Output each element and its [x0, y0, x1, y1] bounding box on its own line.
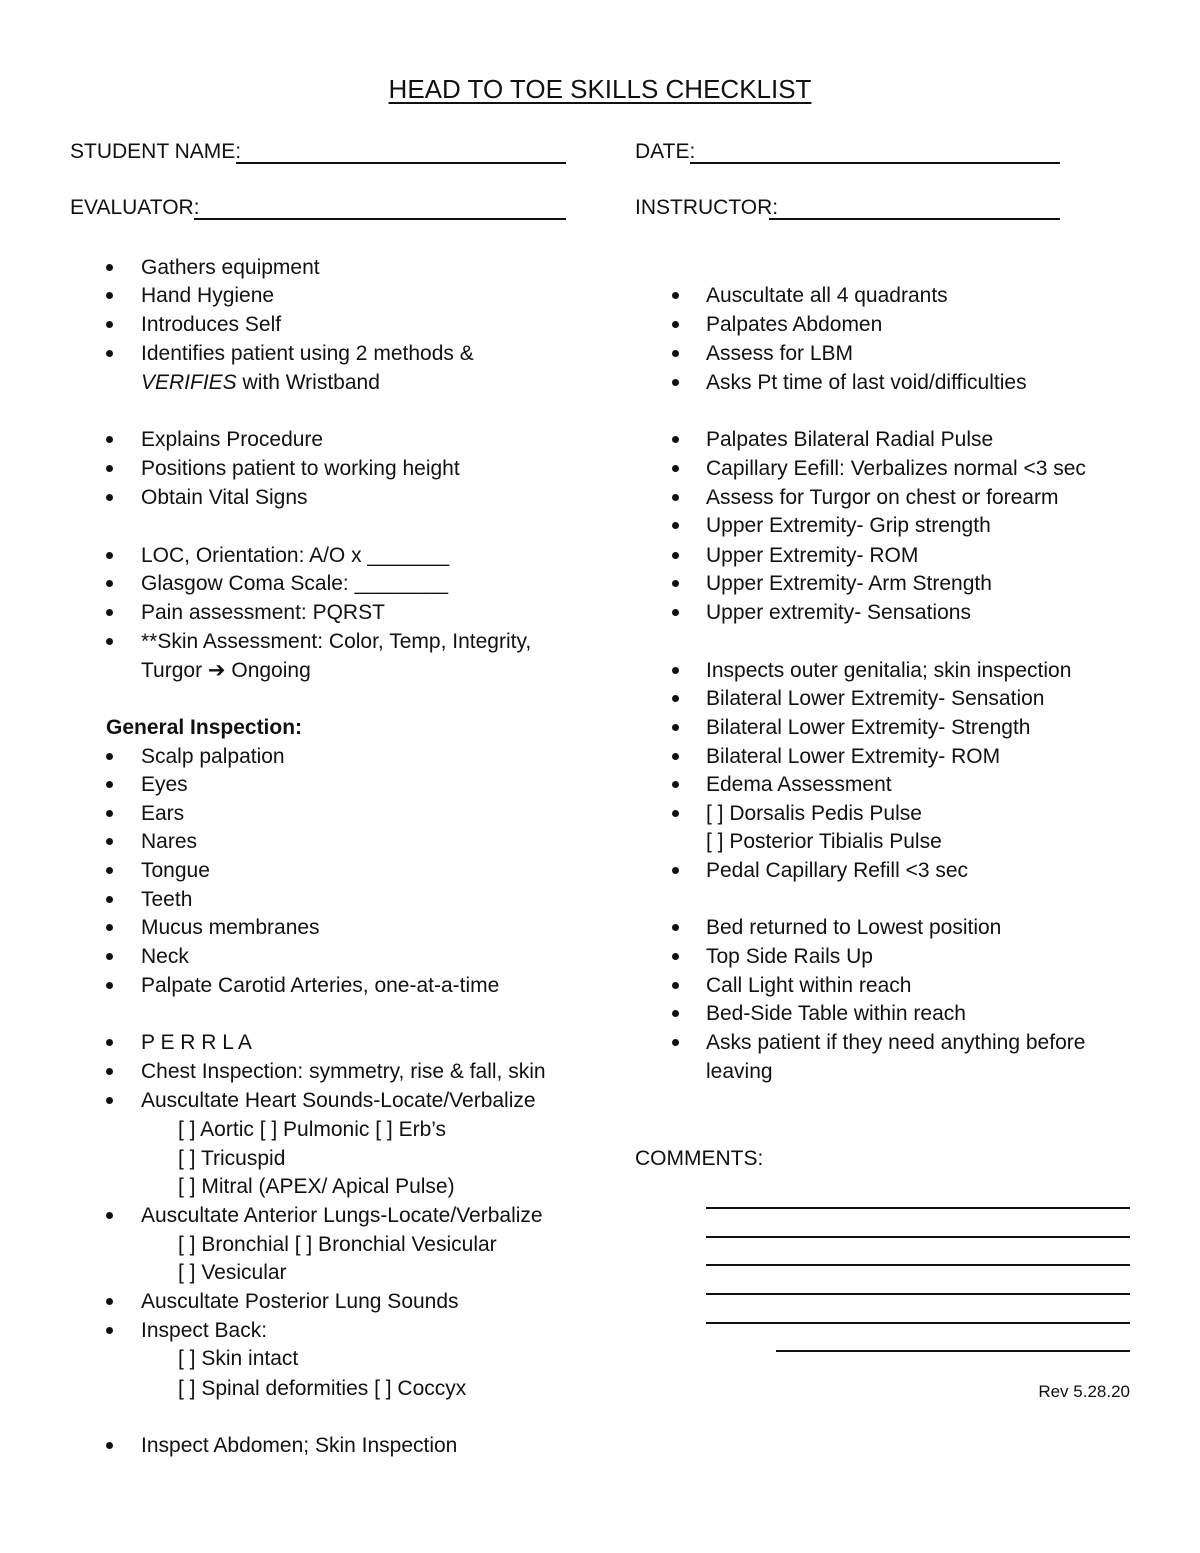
bullet — [672, 1010, 679, 1017]
bullet — [106, 810, 113, 817]
checklist-item: Upper Extremity- Grip strength — [706, 514, 991, 537]
bullet — [672, 924, 679, 931]
lung-sound-checkboxes[interactable]: [ ] Vesicular — [178, 1261, 287, 1284]
checklist-item: Palpates Abdomen — [706, 313, 883, 336]
date-line — [690, 162, 1060, 164]
bullet — [106, 465, 113, 472]
bullet — [106, 1298, 113, 1305]
checklist-item: Bilateral Lower Extremity- Strength — [706, 716, 1031, 739]
bullet — [672, 465, 679, 472]
student-name-label: STUDENT NAME: — [70, 140, 242, 163]
checklist-item: Edema Assessment — [706, 773, 892, 796]
heart-sound-checkboxes[interactable]: [ ] Mitral (APEX/ Apical Pulse) — [178, 1175, 455, 1198]
right-arrow-icon: ➔ — [207, 659, 226, 682]
checklist-item: Glasgow Coma Scale: ________ — [141, 572, 449, 595]
checklist-item: Auscultate Posterior Lung Sounds — [141, 1290, 459, 1313]
evaluator-field[interactable] — [70, 196, 566, 226]
verifies-emphasis: VERIFIES — [141, 371, 237, 394]
checklist-item: Assess for Turgor on chest or forearm — [706, 486, 1059, 509]
checklist-item: Auscultate Heart Sounds-Locate/Verbalize — [141, 1089, 536, 1112]
bullet — [106, 638, 113, 645]
bullet — [672, 667, 679, 674]
bullet — [672, 953, 679, 960]
checklist-item: Introduces Self — [141, 313, 282, 336]
bullet — [672, 753, 679, 760]
bullet — [672, 494, 679, 501]
bullet — [672, 552, 679, 559]
bullet — [106, 1068, 113, 1075]
bullet — [106, 896, 113, 903]
checklist-item: Explains Procedure — [141, 428, 324, 451]
checklist-item: Assess for LBM — [706, 342, 854, 365]
checklist-item: Neck — [141, 945, 189, 968]
bullet — [106, 1097, 113, 1104]
date-label: DATE: — [635, 140, 696, 163]
checklist-item: Call Light within reach — [706, 974, 912, 997]
back-inspection-checkboxes[interactable]: [ ] Skin intact — [178, 1347, 299, 1370]
checklist-item: Nares — [141, 830, 198, 853]
checklist-item: Upper Extremity- Arm Strength — [706, 572, 992, 595]
bullet — [106, 867, 113, 874]
bullet — [106, 1442, 113, 1449]
bullet — [106, 436, 113, 443]
bullet — [672, 292, 679, 299]
bullet — [672, 379, 679, 386]
checklist-item: P E R R L A — [141, 1031, 252, 1054]
ongoing-text: Ongoing — [225, 659, 311, 682]
checklist-item: Positions patient to working height — [141, 457, 460, 480]
bullet — [672, 867, 679, 874]
heart-sound-checkboxes[interactable]: [ ] Tricuspid — [178, 1147, 286, 1170]
turgor-text: Turgor — [141, 659, 208, 682]
bullet — [672, 724, 679, 731]
checklist-item: Tongue — [141, 859, 210, 882]
checklist-item: Asks patient if they need anything before — [706, 1031, 1086, 1054]
student-name-line — [236, 162, 566, 164]
bullet — [106, 982, 113, 989]
bullet — [672, 522, 679, 529]
comment-line[interactable] — [706, 1293, 1130, 1295]
bullet — [106, 580, 113, 587]
checklist-item-continued — [141, 368, 380, 397]
checklist-item-continued: leaving — [706, 1060, 773, 1083]
checklist-item: Pedal Capillary Refill <3 sec — [706, 859, 969, 882]
comment-line[interactable] — [706, 1236, 1130, 1238]
instructor-field[interactable] — [635, 196, 1060, 226]
checklist-item: Upper extremity- Sensations — [706, 601, 971, 624]
bullet — [106, 264, 113, 271]
bullet — [106, 953, 113, 960]
checklist-item: **Skin Assessment: Color, Temp, Integrity, — [141, 630, 532, 653]
general-inspection-heading: General Inspection: — [106, 716, 303, 739]
checklist-item: Mucus membranes — [141, 916, 320, 939]
comment-line[interactable] — [706, 1207, 1130, 1209]
checklist-item: Bed-Side Table within reach — [706, 1002, 966, 1025]
checklist-item: Ears — [141, 802, 185, 825]
bullet — [106, 1039, 113, 1046]
checklist-item: Chest Inspection: symmetry, rise & fall, skin — [141, 1060, 546, 1083]
checklist-item: Hand Hygiene — [141, 284, 275, 307]
checklist-item: Palpate Carotid Arteries, one-at-a-time — [141, 974, 500, 997]
bullet — [106, 1212, 113, 1219]
evaluator-label: EVALUATOR: — [70, 196, 200, 219]
checklist-item: Pain assessment: PQRST — [141, 601, 385, 624]
bullet — [106, 1327, 113, 1334]
lung-sound-checkboxes[interactable]: [ ] Bronchial [ ] Bronchial Vesicular — [178, 1233, 497, 1256]
bullet — [672, 1039, 679, 1046]
back-inspection-checkboxes[interactable]: [ ] Spinal deformities [ ] Coccyx — [178, 1377, 467, 1400]
instructor-line — [769, 218, 1060, 220]
checklist-item: Inspect Back: — [141, 1319, 268, 1342]
bullet — [672, 810, 679, 817]
instructor-label: INSTRUCTOR: — [635, 196, 779, 219]
revision-label: Rev 5.28.20 — [1038, 1382, 1130, 1401]
checklist-item: Palpates Bilateral Radial Pulse — [706, 428, 994, 451]
bullet — [106, 321, 113, 328]
verifies-text: with Wristband — [236, 371, 380, 394]
bullet — [672, 982, 679, 989]
student-name-field[interactable] — [70, 140, 566, 170]
checklist-item: Bed returned to Lowest position — [706, 916, 1002, 939]
bullet — [106, 838, 113, 845]
bullet — [672, 781, 679, 788]
checklist-item: Auscultate all 4 quadrants — [706, 284, 948, 307]
checklist-item: Scalp palpation — [141, 745, 285, 768]
checklist-item: Upper Extremity- ROM — [706, 544, 919, 567]
checklist-item: Gathers equipment — [141, 256, 320, 279]
checklist-item-continued — [141, 656, 311, 685]
bullet — [106, 552, 113, 559]
checklist-item: Inspects outer genitalia; skin inspection — [706, 659, 1072, 682]
checklist-item: Teeth — [141, 888, 193, 911]
bullet — [672, 350, 679, 357]
bullet — [106, 924, 113, 931]
bullet — [106, 781, 113, 788]
bullet — [106, 753, 113, 760]
page-title: HEAD TO TOE SKILLS CHECKLIST — [388, 74, 812, 104]
bullet — [672, 436, 679, 443]
bullet — [672, 580, 679, 587]
bullet — [106, 609, 113, 616]
date-field[interactable] — [635, 140, 1060, 170]
bullet — [672, 695, 679, 702]
evaluator-line — [194, 218, 566, 220]
posterior-tibialis-checkbox[interactable]: [ ] Posterior Tibialis Pulse — [706, 830, 942, 853]
bullet — [106, 494, 113, 501]
checklist-item: Inspect Abdomen; Skin Inspection — [141, 1434, 458, 1457]
checklist-item: Obtain Vital Signs — [141, 486, 308, 509]
checklist-item: Capillary Eefill: Verbalizes normal <3 sec — [706, 457, 1086, 480]
checklist-item: Eyes — [141, 773, 188, 796]
dorsalis-pedis-checkbox[interactable]: [ ] Dorsalis Pedis Pulse — [706, 802, 922, 825]
bullet — [672, 609, 679, 616]
bullet — [106, 350, 113, 357]
comments-label: COMMENTS: — [635, 1147, 764, 1170]
checklist-item: Asks Pt time of last void/difficulties — [706, 371, 1027, 394]
bullet — [106, 292, 113, 299]
checklist-item: Auscultate Anterior Lungs-Locate/Verbalize — [141, 1204, 543, 1227]
bullet — [672, 321, 679, 328]
checklist-item: Bilateral Lower Extremity- Sensation — [706, 687, 1045, 710]
comment-line[interactable] — [706, 1264, 1130, 1266]
heart-sound-checkboxes[interactable]: [ ] Aortic [ ] Pulmonic [ ] Erb’s — [178, 1118, 447, 1141]
checklist-item: Identifies patient using 2 methods & — [141, 342, 474, 365]
checklist-item: LOC, Orientation: A/O x _______ — [141, 544, 450, 567]
checklist-item: Bilateral Lower Extremity- ROM — [706, 745, 1001, 768]
comment-line[interactable] — [706, 1322, 1130, 1324]
checklist-item: Top Side Rails Up — [706, 945, 873, 968]
comment-line[interactable] — [776, 1350, 1130, 1352]
